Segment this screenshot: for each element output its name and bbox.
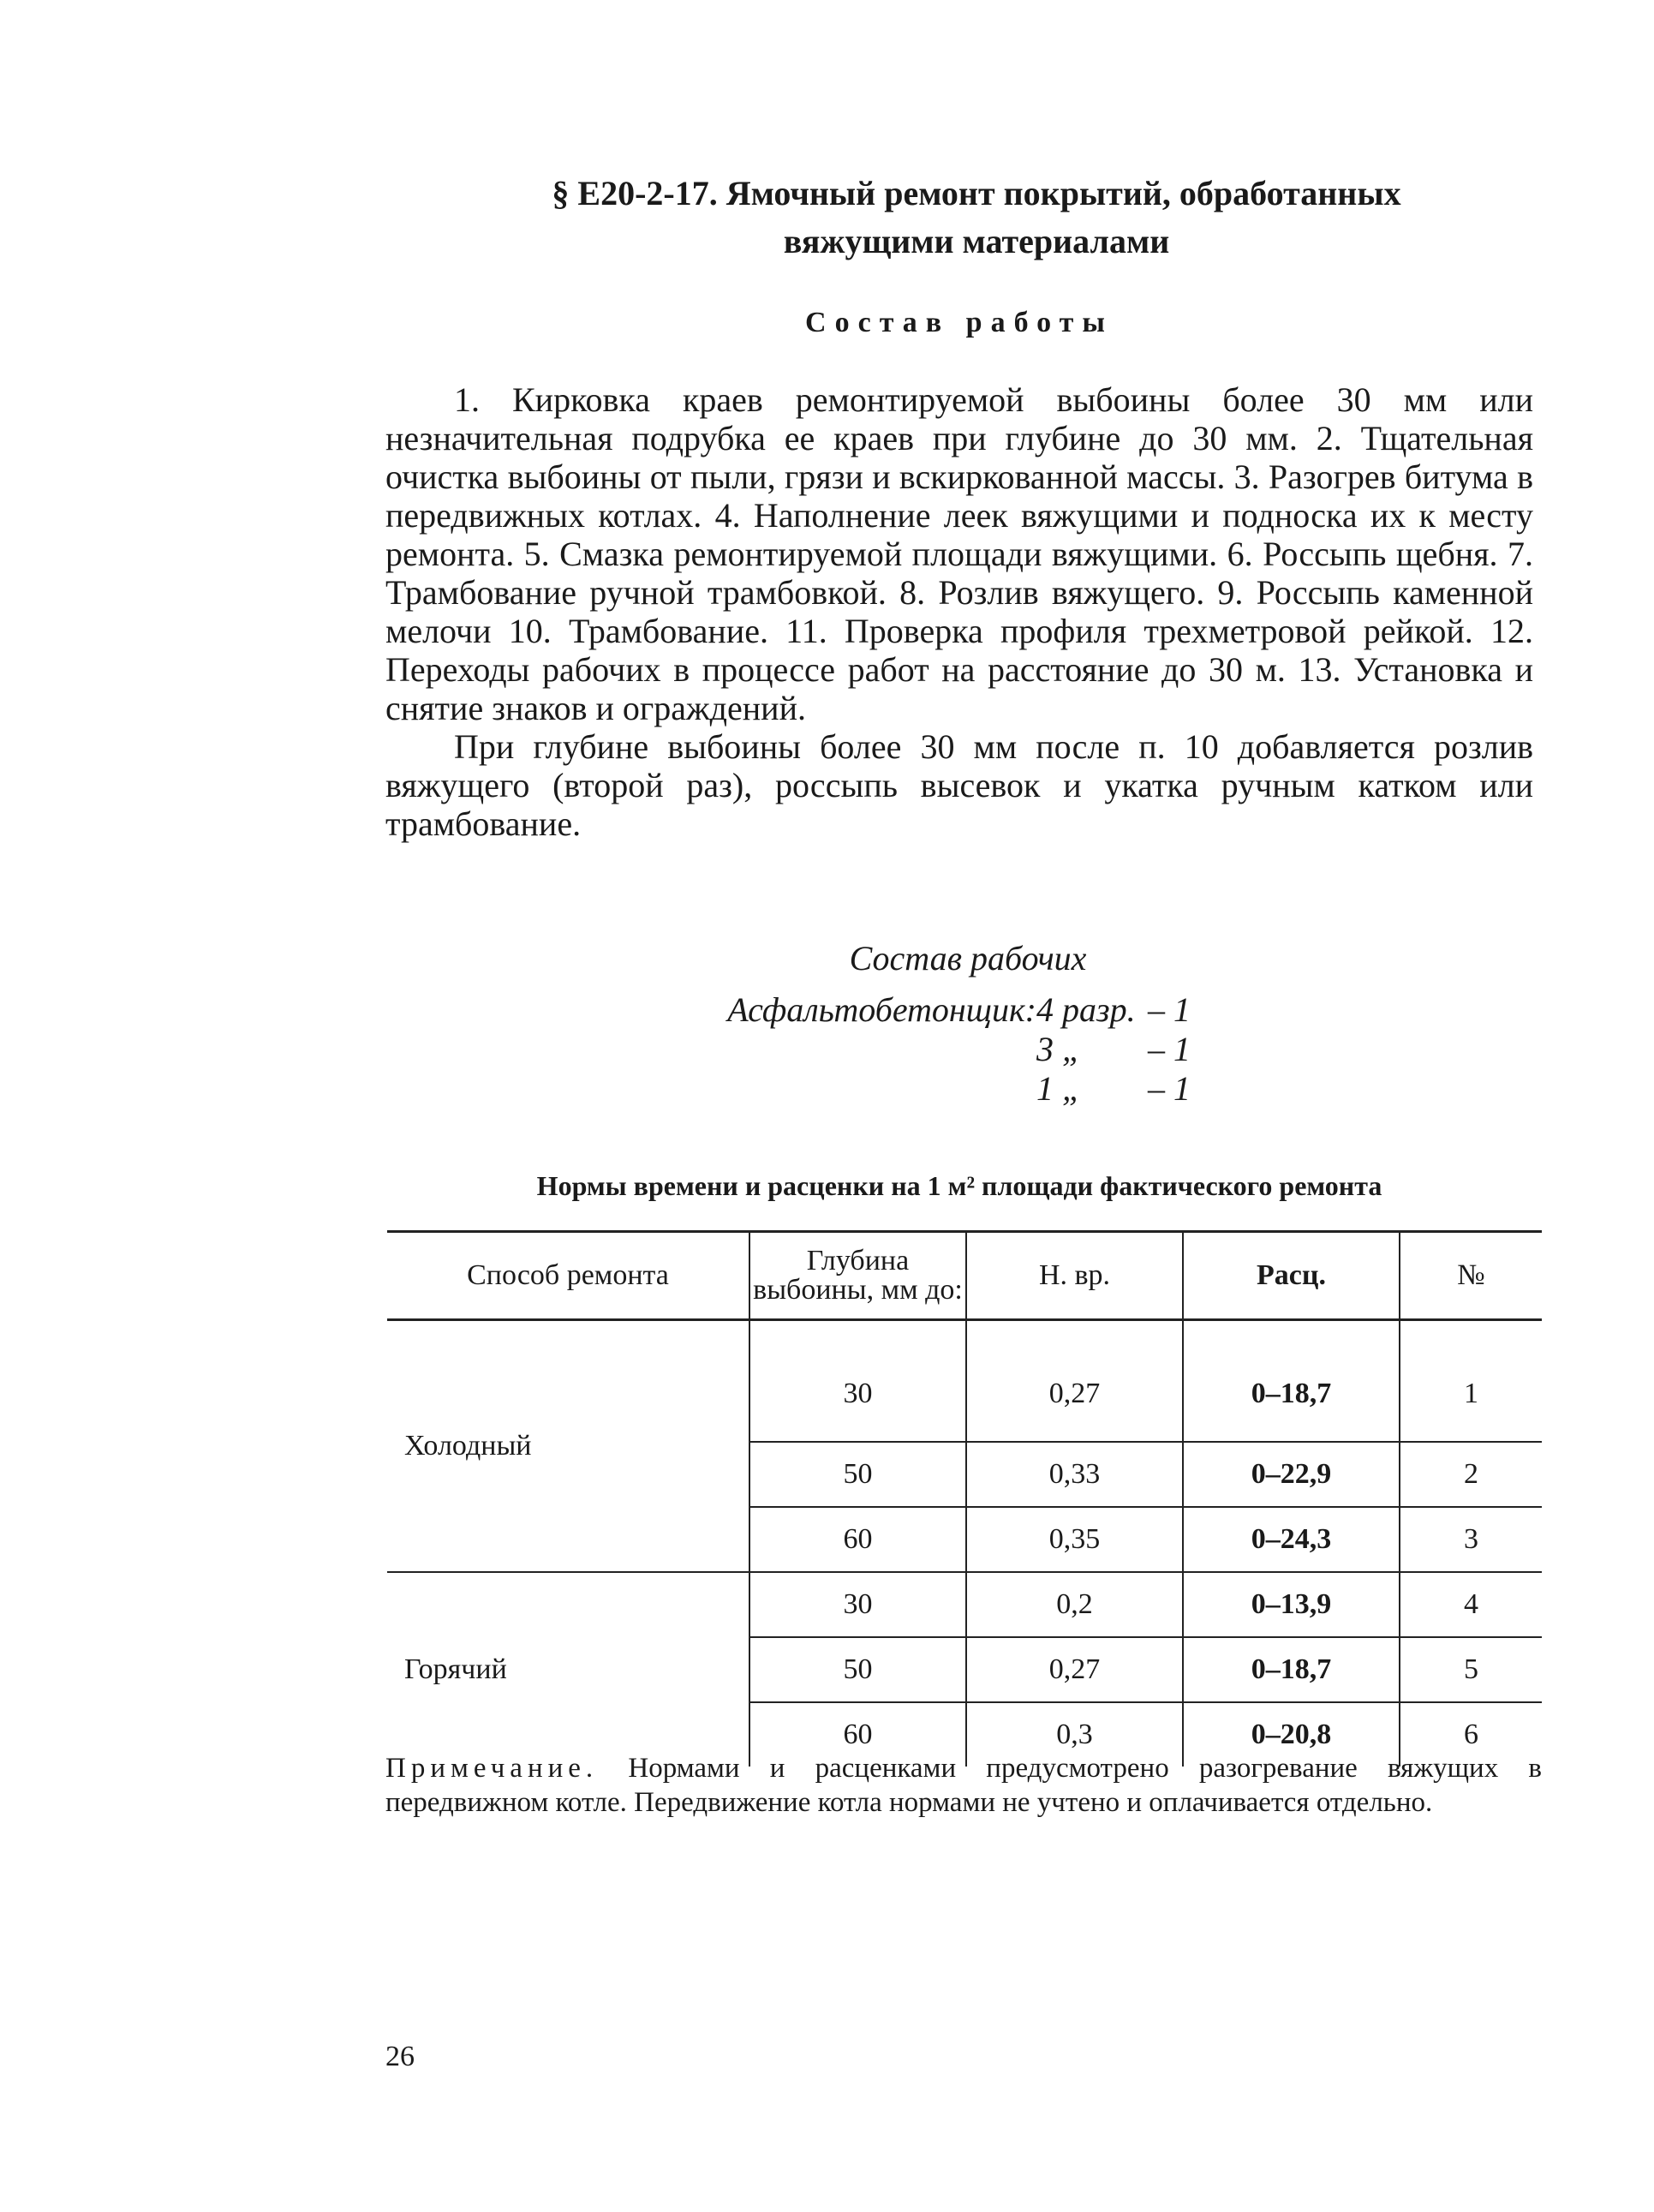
time-cell: 0,35 bbox=[966, 1507, 1183, 1572]
header-depth: Глубина выбоины, мм до: bbox=[749, 1232, 966, 1320]
work-steps-paragraph: 1. Кирковка краев ремонтируемой выбоины более 30 мм или незначительная подрубка ее краев при глубине до 30 мм. 2. Тщательная очистка выбоины от пыли, грязи и вскиркованной массы. 3. Разогрев битума в передвижных котлах. 4. Наполнение леек вяжущими и подноска их к месту ремонта. 5. Смазка ремонтируемой площади вяжущими. 6. Россыпь щебня. 7. Трамбование ручной трамбовкой. 8. Розлив вяжущего. 9. Россыпь каменной мелочи 10. Трамбование. 11. Проверка профиля трехметровой рейкой. 12. Переходы рабочих в процессе работ на расстояние до 30 м. 13. Установка и снятие знаков и ограждений. bbox=[385, 380, 1533, 727]
num-cell: 2 bbox=[1400, 1442, 1542, 1507]
crew-row bbox=[702, 1030, 1216, 1069]
table-note bbox=[385, 1751, 1542, 1820]
time-cell: 0,33 bbox=[966, 1442, 1183, 1507]
depth-cell: 30 bbox=[749, 1572, 966, 1637]
time-cell: 0,3 bbox=[966, 1702, 1183, 1767]
crew-count: – 1 bbox=[1148, 1069, 1191, 1108]
rate-cell: 0–18,7 bbox=[1183, 1320, 1400, 1443]
num-cell: 1 bbox=[1400, 1320, 1542, 1443]
crew-grade: 1 „ bbox=[1036, 1069, 1082, 1108]
crew-count: – 1 bbox=[1148, 1030, 1191, 1068]
method-cold: Холодный bbox=[404, 1430, 532, 1462]
note-text: Нормами и расценками предусмотрено разогревание вяжущих в передвижном котле. Передвижение котла нормами не учтено и оплачивается отдельно. bbox=[385, 1753, 1543, 1818]
work-composition-heading: Состав работы bbox=[805, 307, 1114, 338]
crew-heading: Состав рабочих bbox=[849, 939, 1087, 977]
crew-composition bbox=[702, 939, 1216, 1109]
num-cell: 5 bbox=[1400, 1637, 1542, 1702]
num-cell: 3 bbox=[1400, 1507, 1542, 1572]
header-method: Способ ремонта bbox=[387, 1232, 749, 1320]
crew-grade: 4 разр. bbox=[1036, 990, 1136, 1029]
depth-cell: 60 bbox=[749, 1702, 966, 1767]
rate-cell: 0–24,3 bbox=[1183, 1507, 1400, 1572]
norms-table bbox=[387, 1230, 1542, 1767]
header-rate: Расц. bbox=[1183, 1232, 1400, 1320]
table-row bbox=[387, 1320, 1542, 1443]
rate-cell: 0–13,9 bbox=[1183, 1572, 1400, 1637]
time-cell: 0,27 bbox=[966, 1637, 1183, 1702]
method-hot: Горячий bbox=[387, 1572, 749, 1767]
note-label: Примечание. bbox=[385, 1753, 599, 1784]
table-caption: Нормы времени и расценки на 1 м² площади фактического ремонта bbox=[536, 1170, 1382, 1201]
deep-pothole-paragraph: При глубине выбоины более 30 мм после п. 10 добавляется розлив вяжущего (второй раз), россыпь высевок и укатка ручным катком или трамбование. bbox=[385, 727, 1533, 843]
rate-cell: 0–20,8 bbox=[1183, 1702, 1400, 1767]
depth-cell: 30 bbox=[749, 1320, 966, 1443]
rate-cell: 0–18,7 bbox=[1183, 1637, 1400, 1702]
depth-cell: 50 bbox=[749, 1442, 966, 1507]
num-cell: 4 bbox=[1400, 1572, 1542, 1637]
depth-cell: 50 bbox=[749, 1637, 966, 1702]
section-title-line-1: § Е20-2-17. Ямочный ремонт покрытий, обработанных bbox=[552, 174, 1401, 212]
time-cell: 0,2 bbox=[966, 1572, 1183, 1637]
work-composition-text bbox=[385, 380, 1533, 843]
header-time: Н. вр. bbox=[966, 1232, 1183, 1320]
time-cell: 0,27 bbox=[966, 1320, 1183, 1443]
section-title bbox=[514, 170, 1439, 266]
rate-cell: 0–22,9 bbox=[1183, 1442, 1400, 1507]
table-row bbox=[387, 1572, 1542, 1637]
depth-cell: 60 bbox=[749, 1507, 966, 1572]
section-title-line-2: вяжущими материалами bbox=[783, 222, 1170, 260]
num-cell: 6 bbox=[1400, 1702, 1542, 1767]
header-num: № bbox=[1400, 1232, 1542, 1320]
crew-count: – 1 bbox=[1148, 990, 1191, 1029]
crew-grade: 3 „ bbox=[1036, 1030, 1082, 1068]
crew-row bbox=[702, 990, 1216, 1030]
page-number: 26 bbox=[385, 2041, 415, 2072]
crew-role: Асфальтобетонщик: bbox=[727, 990, 1036, 1029]
table-header-row bbox=[387, 1232, 1542, 1320]
crew-row bbox=[702, 1069, 1216, 1109]
